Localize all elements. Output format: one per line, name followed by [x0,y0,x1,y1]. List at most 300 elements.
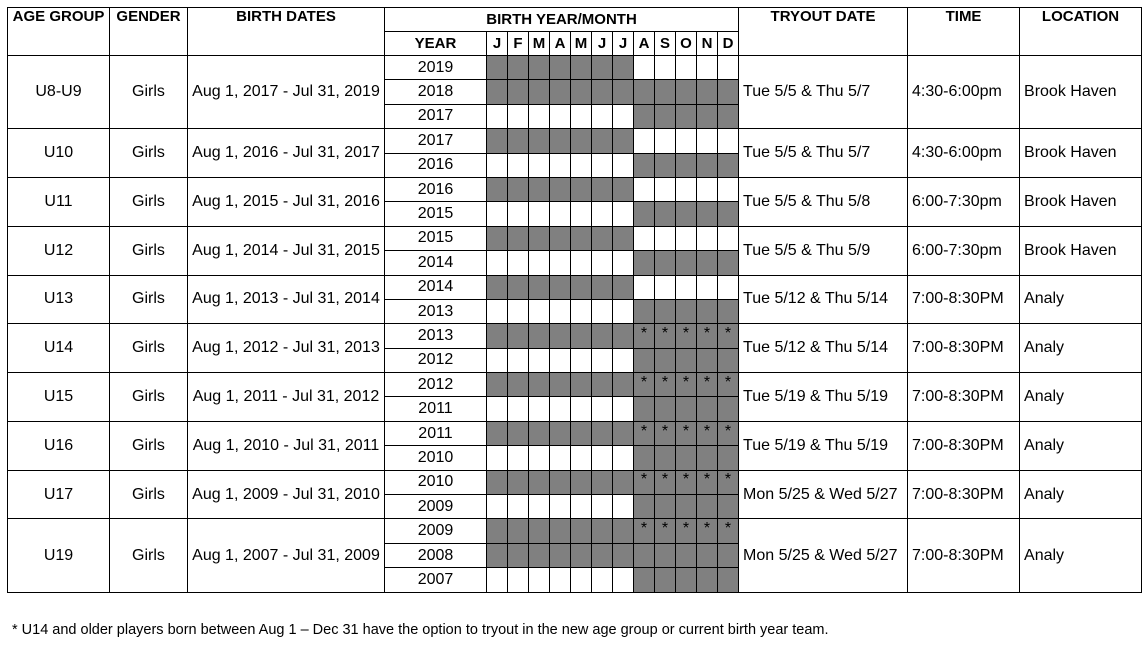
month-cell [592,56,613,80]
month-cell [676,421,697,445]
month-cell [487,373,508,397]
month-cell [592,543,613,567]
birth-dates-cell: Aug 1, 2014 - Jul 31, 2015 [188,226,385,275]
header-month: J [592,32,613,56]
location-cell: Brook Haven [1020,226,1142,275]
header-month: A [550,32,571,56]
month-cell [592,275,613,299]
footnote: * U14 and older players born between Aug 1 – Dec 31 have the option to tryout in the new age group or current birth year team. [12,622,829,638]
month-cell [592,299,613,323]
month-cell [529,397,550,421]
month-cell [718,56,739,80]
month-cell [571,80,592,104]
month-cell [676,568,697,592]
month-cell [487,153,508,177]
asterisk-mark: * [682,520,690,538]
header-age-group: AGE GROUP [8,8,110,56]
month-cell [508,275,529,299]
month-cell [676,543,697,567]
month-cell [487,104,508,128]
age-group-cell: U8-U9 [8,56,110,129]
tryout-date-cell: Tue 5/5 & Thu 5/8 [739,177,908,226]
month-cell [571,568,592,592]
age-group-cell: U19 [8,519,110,592]
tryout-date-cell: Tue 5/5 & Thu 5/7 [739,129,908,178]
birth-dates-cell: Aug 1, 2017 - Jul 31, 2019 [188,56,385,129]
month-cell [571,519,592,543]
birth-year-cell: 2018 [385,80,487,104]
month-cell [529,421,550,445]
asterisk-mark: * [661,520,669,538]
asterisk-mark: * [682,373,690,391]
month-cell [613,177,634,201]
birth-year-cell: 2013 [385,324,487,348]
month-cell [550,80,571,104]
birth-year-cell: 2011 [385,421,487,445]
month-cell [508,495,529,519]
month-cell [571,177,592,201]
birth-year-cell: 2008 [385,543,487,567]
gender-cell: Girls [110,177,188,226]
birth-dates-cell: Aug 1, 2012 - Jul 31, 2013 [188,324,385,373]
month-cell [571,226,592,250]
month-cell [634,519,655,543]
month-cell [718,568,739,592]
month-cell [613,470,634,494]
month-cell [550,275,571,299]
month-cell [571,202,592,226]
month-cell [529,324,550,348]
month-cell [718,104,739,128]
asterisk-mark: * [640,422,648,440]
month-cell [634,421,655,445]
month-cell [613,80,634,104]
month-cell [697,153,718,177]
month-cell [550,397,571,421]
month-cell [487,177,508,201]
table-row [8,421,1142,445]
month-cell [697,104,718,128]
month-cell [613,129,634,153]
month-cell [634,177,655,201]
table-row [8,470,1142,494]
location-cell: Brook Haven [1020,129,1142,178]
asterisk-mark: * [661,422,669,440]
month-cell [571,251,592,275]
location-cell: Analy [1020,519,1142,592]
month-cell [634,129,655,153]
month-cell [676,397,697,421]
month-cell [613,519,634,543]
month-cell [487,470,508,494]
location-cell: Analy [1020,373,1142,422]
month-cell [529,373,550,397]
month-cell [592,446,613,470]
month-cell [487,251,508,275]
month-cell [613,202,634,226]
month-cell [613,324,634,348]
month-cell [613,153,634,177]
month-cell [718,373,739,397]
month-cell [655,226,676,250]
month-cell [655,348,676,372]
birth-year-cell: 2011 [385,397,487,421]
month-cell [550,543,571,567]
month-cell [592,421,613,445]
age-group-cell: U16 [8,421,110,470]
gender-cell: Girls [110,470,188,519]
month-cell [613,397,634,421]
month-cell [508,446,529,470]
month-cell [613,348,634,372]
month-cell [697,519,718,543]
month-cell [613,543,634,567]
birth-year-cell: 2012 [385,348,487,372]
month-cell [634,495,655,519]
month-cell [571,56,592,80]
month-cell [718,543,739,567]
month-cell [634,373,655,397]
time-cell: 7:00-8:30PM [908,324,1020,373]
birth-year-cell: 2007 [385,568,487,592]
month-cell [718,251,739,275]
month-cell [718,324,739,348]
month-cell [655,519,676,543]
month-cell [592,397,613,421]
month-cell [508,80,529,104]
month-cell [634,446,655,470]
month-cell [613,299,634,323]
month-cell [571,421,592,445]
asterisk-mark: * [682,422,690,440]
month-cell [655,177,676,201]
month-cell [676,519,697,543]
month-cell [529,177,550,201]
tryout-date-cell: Tue 5/5 & Thu 5/7 [739,56,908,129]
month-cell [592,80,613,104]
asterisk-mark: * [724,520,732,538]
birth-year-cell: 2012 [385,373,487,397]
month-cell [634,56,655,80]
birth-year-cell: 2016 [385,177,487,201]
month-cell [550,568,571,592]
asterisk-mark: * [724,373,732,391]
month-cell [676,299,697,323]
birth-year-cell: 2016 [385,153,487,177]
month-cell [571,153,592,177]
time-cell: 4:30-6:00pm [908,129,1020,178]
location-cell: Analy [1020,275,1142,324]
month-cell [634,543,655,567]
month-cell [718,397,739,421]
header-time: TIME [908,8,1020,56]
gender-cell: Girls [110,275,188,324]
header-year: YEAR [385,32,487,56]
header-month: S [655,32,676,56]
month-cell [529,568,550,592]
month-cell [550,470,571,494]
month-cell [529,104,550,128]
month-cell [613,226,634,250]
time-cell: 7:00-8:30PM [908,519,1020,592]
asterisk-mark: * [661,471,669,489]
birth-dates-cell: Aug 1, 2015 - Jul 31, 2016 [188,177,385,226]
month-cell [529,226,550,250]
birth-year-cell: 2015 [385,226,487,250]
asterisk-mark: * [703,373,711,391]
asterisk-mark: * [703,471,711,489]
month-cell [592,348,613,372]
month-cell [676,56,697,80]
month-cell [529,56,550,80]
month-cell [571,446,592,470]
month-cell [487,568,508,592]
month-cell [613,251,634,275]
asterisk-mark: * [703,324,711,342]
month-cell [529,543,550,567]
birth-year-cell: 2017 [385,129,487,153]
month-cell [655,275,676,299]
month-cell [529,470,550,494]
month-cell [655,153,676,177]
month-cell [550,324,571,348]
month-cell [529,299,550,323]
header-birth-year-month: BIRTH YEAR/MONTH [385,8,739,32]
birth-year-cell: 2009 [385,495,487,519]
month-cell [655,251,676,275]
month-cell [655,421,676,445]
month-cell [508,202,529,226]
header-month: D [718,32,739,56]
time-cell: 7:00-8:30PM [908,470,1020,519]
birth-year-cell: 2014 [385,251,487,275]
month-cell [508,348,529,372]
birth-year-cell: 2010 [385,446,487,470]
month-cell [529,153,550,177]
asterisk-mark: * [640,324,648,342]
month-cell [550,104,571,128]
month-cell [718,421,739,445]
age-group-cell: U11 [8,177,110,226]
month-cell [697,495,718,519]
month-cell [676,129,697,153]
month-cell [718,153,739,177]
month-cell [655,446,676,470]
month-cell [718,495,739,519]
month-cell [508,299,529,323]
month-cell [697,177,718,201]
header-month: F [508,32,529,56]
age-group-cell: U12 [8,226,110,275]
month-cell [697,470,718,494]
asterisk-mark: * [640,373,648,391]
month-cell [571,129,592,153]
month-cell [508,104,529,128]
location-cell: Analy [1020,324,1142,373]
birth-dates-cell: Aug 1, 2010 - Jul 31, 2011 [188,421,385,470]
tryout-date-cell: Tue 5/19 & Thu 5/19 [739,373,908,422]
month-cell [718,275,739,299]
gender-cell: Girls [110,519,188,592]
month-cell [592,251,613,275]
month-cell [676,446,697,470]
month-cell [676,324,697,348]
table-header [8,8,1142,56]
month-cell [655,324,676,348]
month-cell [634,324,655,348]
month-cell [487,56,508,80]
asterisk-mark: * [661,373,669,391]
month-cell [487,80,508,104]
month-cell [634,397,655,421]
month-cell [634,251,655,275]
tryout-date-cell: Tue 5/5 & Thu 5/9 [739,226,908,275]
month-cell [697,421,718,445]
tryout-date-cell: Tue 5/19 & Thu 5/19 [739,421,908,470]
month-cell [592,470,613,494]
asterisk-mark: * [640,520,648,538]
header-month: O [676,32,697,56]
tryout-date-cell: Tue 5/12 & Thu 5/14 [739,324,908,373]
month-cell [697,80,718,104]
month-cell [613,104,634,128]
age-group-cell: U15 [8,373,110,422]
month-cell [571,397,592,421]
month-cell [697,348,718,372]
month-cell [718,470,739,494]
month-cell [718,80,739,104]
month-cell [487,129,508,153]
month-cell [529,348,550,372]
month-cell [529,495,550,519]
month-cell [571,470,592,494]
month-cell [676,202,697,226]
month-cell [655,568,676,592]
month-cell [550,251,571,275]
asterisk-mark: * [703,422,711,440]
month-cell [508,226,529,250]
time-cell: 6:00-7:30pm [908,226,1020,275]
month-cell [508,251,529,275]
month-cell [592,177,613,201]
header-tryout-date: TRYOUT DATE [739,8,908,56]
birth-year-cell: 2010 [385,470,487,494]
month-cell [634,153,655,177]
month-cell [508,519,529,543]
month-cell [634,299,655,323]
month-cell [550,226,571,250]
time-cell: 6:00-7:30pm [908,177,1020,226]
month-cell [508,543,529,567]
gender-cell: Girls [110,129,188,178]
asterisk-mark: * [682,324,690,342]
asterisk-mark: * [724,422,732,440]
month-cell [508,568,529,592]
month-cell [508,324,529,348]
header-month: J [487,32,508,56]
month-cell [550,177,571,201]
month-cell [592,519,613,543]
month-cell [550,299,571,323]
month-cell [550,348,571,372]
month-cell [592,153,613,177]
month-cell [508,470,529,494]
month-cell [613,446,634,470]
month-cell [571,275,592,299]
gender-cell: Girls [110,421,188,470]
month-cell [634,80,655,104]
time-cell: 4:30-6:00pm [908,56,1020,129]
month-cell [529,202,550,226]
month-cell [487,348,508,372]
tryout-date-cell: Mon 5/25 & Wed 5/27 [739,519,908,592]
birth-year-cell: 2015 [385,202,487,226]
birth-year-cell: 2017 [385,104,487,128]
month-cell [718,129,739,153]
month-cell [676,373,697,397]
month-cell [571,373,592,397]
month-cell [571,324,592,348]
age-group-cell: U13 [8,275,110,324]
month-cell [529,129,550,153]
time-cell: 7:00-8:30PM [908,275,1020,324]
month-cell [571,104,592,128]
location-cell: Brook Haven [1020,177,1142,226]
asterisk-mark: * [661,324,669,342]
month-cell [634,226,655,250]
month-cell [550,446,571,470]
month-cell [718,299,739,323]
month-cell [550,373,571,397]
asterisk-mark: * [724,471,732,489]
gender-cell: Girls [110,324,188,373]
month-cell [571,348,592,372]
birth-dates-cell: Aug 1, 2011 - Jul 31, 2012 [188,373,385,422]
month-cell [550,202,571,226]
month-cell [718,519,739,543]
month-cell [655,470,676,494]
month-cell [634,470,655,494]
month-cell [592,495,613,519]
birth-dates-cell: Aug 1, 2007 - Jul 31, 2009 [188,519,385,592]
month-cell [508,397,529,421]
month-cell [718,226,739,250]
month-cell [697,324,718,348]
asterisk-mark: * [703,520,711,538]
month-cell [613,568,634,592]
asterisk-mark: * [682,471,690,489]
month-cell [613,373,634,397]
month-cell [676,104,697,128]
month-cell [676,153,697,177]
month-cell [487,226,508,250]
month-cell [697,275,718,299]
month-cell [676,80,697,104]
header-gender: GENDER [110,8,188,56]
month-cell [592,324,613,348]
time-cell: 7:00-8:30PM [908,373,1020,422]
gender-cell: Girls [110,373,188,422]
month-cell [655,56,676,80]
header-month: M [529,32,550,56]
month-cell [571,543,592,567]
month-cell [634,104,655,128]
month-cell [487,446,508,470]
month-cell [655,495,676,519]
month-cell [697,226,718,250]
month-cell [697,543,718,567]
header-month: J [613,32,634,56]
